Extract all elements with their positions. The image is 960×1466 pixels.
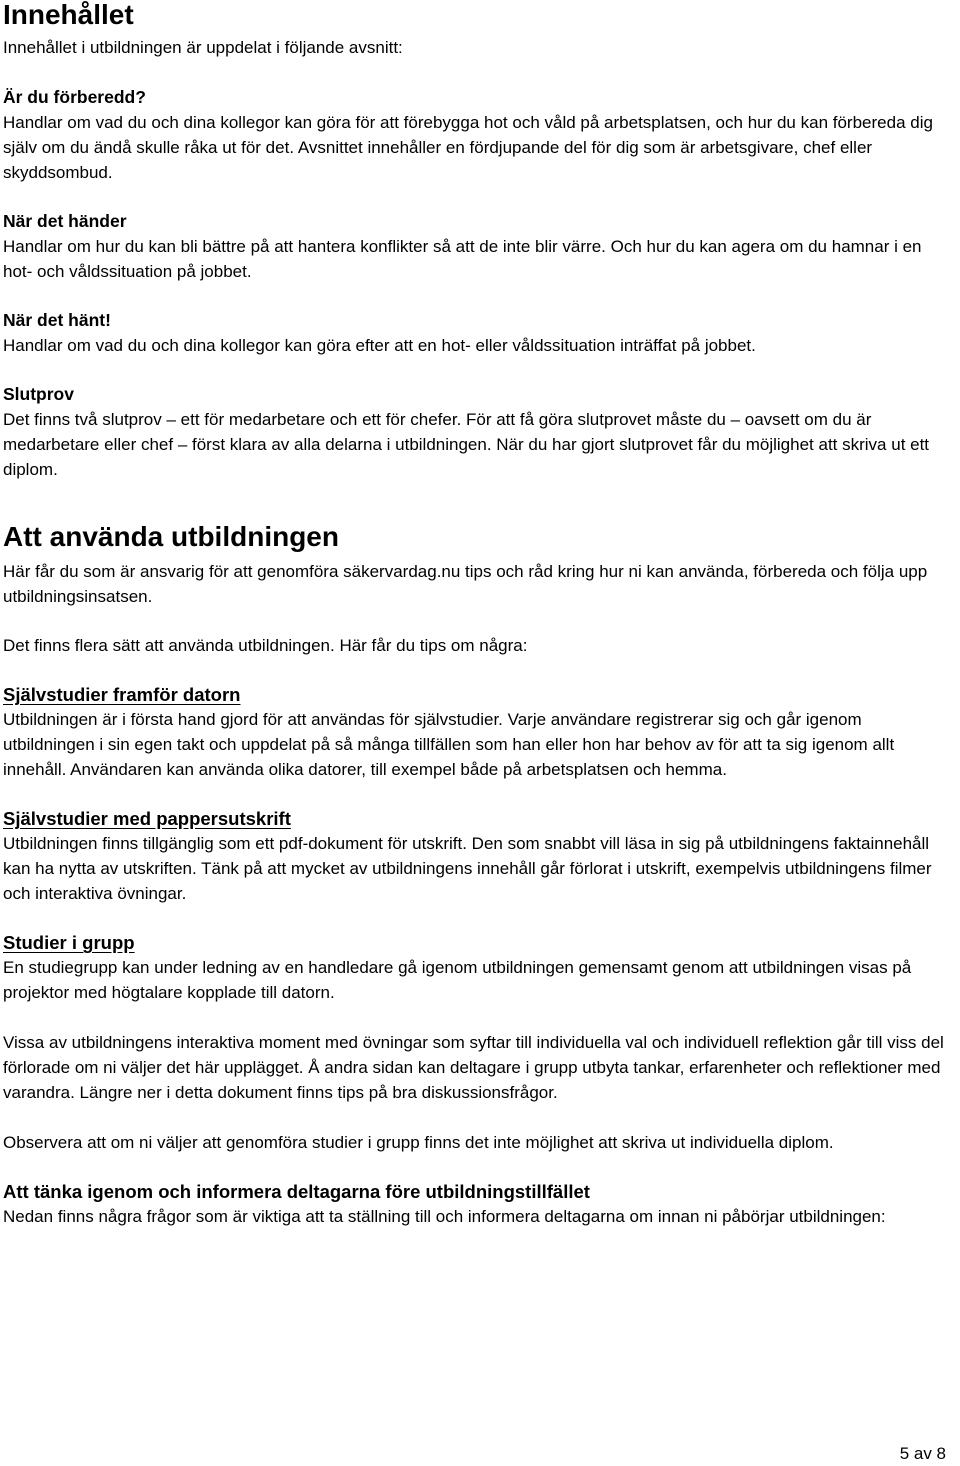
section-title-when-it-happens: När det händer <box>3 211 127 231</box>
page-title: Innehållet <box>3 0 134 30</box>
self-study-title: Självstudier framför datorn <box>3 684 241 705</box>
group-study-text-1: En studiegrupp kan under ledning av en handledare gå igenom utbildningen gemensamt genom att utbildningen visas på projektor med högtalare kopplade till datorn. <box>3 958 912 1002</box>
document-page <box>3 0 953 1229</box>
paper-study-text: Utbildningen finns tillgänglig som ett pdf-dokument för utskrift. Den som snabbt vill läsa in sig på utbildningens faktainnehåll kan ha nytta av utskriften. Tänk på att mycket av utbildningens innehåll går förlorat i utskrift, exempelvis utbildningens filmer och interaktiva övningar. <box>3 834 932 903</box>
section-text-after: Handlar om vad du och dina kollegor kan göra efter att en hot- eller våldssituation inträffat på jobbet. <box>3 336 756 355</box>
intro-paragraph: Innehållet i utbildningen är uppdelat i följande avsnitt: <box>3 38 403 57</box>
inform-text: Nedan finns några frågor som är viktiga att ta ställning till och informera deltagarna om innan ni påbörjar utbildningen: <box>3 1207 886 1226</box>
page-number: 5 av 8 <box>899 1444 946 1463</box>
usage-intro: Här får du som är ansvarig för att genomföra säkervardag.nu tips och råd kring hur ni kan använda, förbereda och följa upp utbildningsinsatsen. <box>3 562 928 606</box>
paper-study-title: Självstudier med pappersutskrift <box>3 808 291 829</box>
section-text-final-test: Det finns två slutprov – ett för medarbetare och ett för chefer. För att få göra slutprovet måste du – oavsett om du är medarbetare eller chef – först klara av alla delarna i utbildningen. När du har gjort slutprovet får du möjlighet att skriva ut ett diplom. <box>3 410 930 479</box>
group-study-text-2: Vissa av utbildningens interaktiva moment med övningar som syftar till individuella val och individuell reflektion går till viss del förlorade om ni väljer det här upplägget. Å andra sidan kan deltagare i grupp utbyta tankar, erfarenheter och reflektioner med varandra. Längre ner i detta dokument finns tips på bra diskussionsfrågor. <box>3 1033 944 1102</box>
inform-title: Att tänka igenom och informera deltagarna före utbildningstillfället <box>3 1181 590 1202</box>
section-text-when-it-happens: Handlar om hur du kan bli bättre på att hantera konflikter så att de inte blir värre. Och hur du kan agera om du hamnar i en hot- och våldssituation på jobbet. <box>3 237 922 281</box>
group-study-text-3: Observera att om ni väljer att genomföra studier i grupp finns det inte möjlighet att skriva ut individuella diplom. <box>3 1133 834 1152</box>
section-title-final-test: Slutprov <box>3 384 74 404</box>
usage-intro-2: Det finns flera sätt att använda utbildningen. Här får du tips om några: <box>3 636 528 655</box>
section-title-after: När det hänt! <box>3 310 111 330</box>
usage-heading: Att använda utbildningen <box>3 521 339 552</box>
section-title-prepared: Är du förberedd? <box>3 87 146 107</box>
self-study-text: Utbildningen är i första hand gjord för att användas för självstudier. Varje användare registrerar sig och går igenom utbildningen i sin egen takt och uppdelat på så många tillfällen som han eller hon har behov av för att ta sig igenom allt innehåll. Användaren kan använda olika datorer, till exempel både på arbetsplatsen och hemma. <box>3 710 895 779</box>
group-study-title: Studier i grupp <box>3 932 135 953</box>
section-text-prepared: Handlar om vad du och dina kollegor kan göra för att förebygga hot och våld på arbetsplatsen, och hur du kan förbereda dig själv om du ändå skulle råka ut för det. Avsnittet innehåller en fördjupande del för dig som är arbetsgivare, chef eller skyddsombud. <box>3 113 933 182</box>
